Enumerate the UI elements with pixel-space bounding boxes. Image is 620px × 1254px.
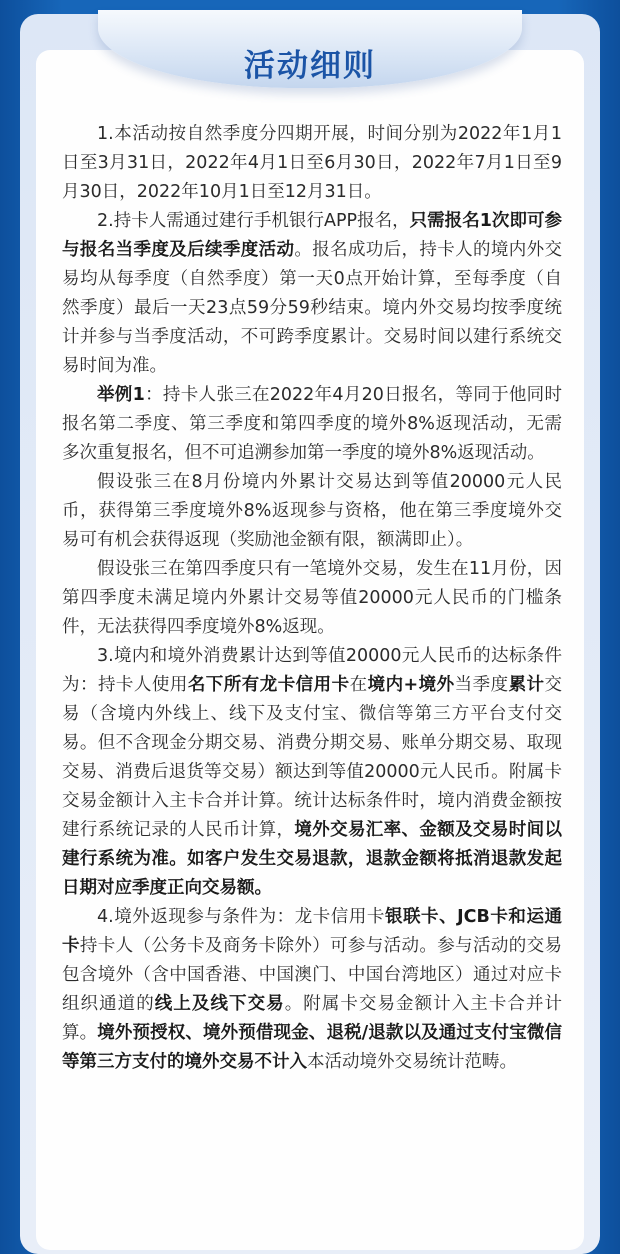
rule-paragraph (62, 555, 562, 642)
text-run: 当季度 (454, 675, 509, 695)
text-run: 在 (349, 675, 368, 695)
text-run: 。附属卡交易金额计入主卡合并计算。 (62, 994, 563, 1043)
bold-text: 举例1 (97, 385, 145, 405)
text-run: 1.本活动按自然季度分四期开展，时间分别为2022年1月1日至3月31日，2022年4月1日至6月30日，2022年7月1日至9月30日，2022年10月1日至12月31日。 (62, 124, 562, 202)
text-run: 假设张三在8月份境内外累计交易达到等值20000元人民币，获得第三季度境外8%返现参与资格，他在第三季度境外交易可有机会获得返现（奖励池金额有限，额满即止）。 (62, 472, 562, 550)
rule-paragraph (62, 903, 562, 1077)
bold-text: 累计 (508, 675, 545, 695)
text-run: ：持卡人张三在2022年4月20日报名，等同于他同时报名第二季度、第三季度和第四季度的境外8%返现活动，无需多次重复报名，但不可追溯参加第一季度的境外8%返现活动。 (62, 385, 562, 463)
bold-text: 名下所有龙卡信用卡 (187, 675, 350, 695)
text-run: 交易（含境内外线上、线下及支付宝、微信等第三方平台支付交易。但不含现金分期交易、消费分期交易、账单分期交易、取现交易、消费后退货等交易）额达到等值20000元人民币。附属卡交易金额计入主卡合并计算。统计达标条件时，境内消费金额按建行系统记录的人民币计算， (62, 675, 563, 840)
rule-paragraph (62, 120, 562, 207)
bold-text: 境外预授权、境外预借现金、退税/退款以及通过支付宝微信等第三方支付的境外交易不计入 (62, 1023, 563, 1072)
page-title: 活动细则 (244, 48, 376, 84)
text-run: 持卡人（公务卡及商务卡除外）可参与活动。参与活动的交易包含境外（含中国香港、中国澳门、中国台湾地区）通过对应卡组织通道的 (62, 936, 563, 1014)
rule-paragraph (62, 207, 562, 381)
bold-text: 线上及线下交易 (154, 994, 285, 1014)
bold-text: 银联卡、JCB卡和运通卡 (62, 907, 562, 956)
text-run: 本活动境外交易统计范畴。 (307, 1052, 517, 1072)
rules-content (62, 120, 562, 1077)
rule-paragraph (62, 381, 562, 468)
text-run: 假设张三在第四季度只有一笔境外交易，发生在11月份，因第四季度未满足境内外累计交易等值20000元人民币的门槛条件，无法获得四季度境外8%返现。 (62, 559, 562, 637)
text-run: 4.境外返现参与条件为：龙卡信用卡 (97, 907, 385, 927)
bold-text: 只需报名1次即可参与报名当季度及后续季度活动 (62, 211, 562, 260)
bold-text: 境内+境外 (367, 675, 455, 695)
rule-paragraph (62, 468, 562, 555)
bold-text: 境外交易汇率、金额及交易时间以建行系统为准。如客户发生交易退款，退款金额将抵消退款发起日期对应季度正向交易额。 (62, 820, 563, 898)
text-run: 。报名成功后，持卡人的境内外交易均从每季度（自然季度）第一天0点开始计算，至每季度（自然季度）最后一天23点59分59秒结束。境内外交易均按季度统计并参与当季度活动，不可跨季度累计。交易时间以建行系统交易时间为准。 (62, 240, 563, 376)
rule-paragraph (62, 642, 562, 903)
text-run: 3.境内和境外消费累计达到等值20000元人民币的达标条件为：持卡人使用 (62, 646, 562, 695)
text-run: 2.持卡人需通过建行手机银行APP报名， (97, 211, 410, 231)
title-tab (98, 10, 522, 88)
